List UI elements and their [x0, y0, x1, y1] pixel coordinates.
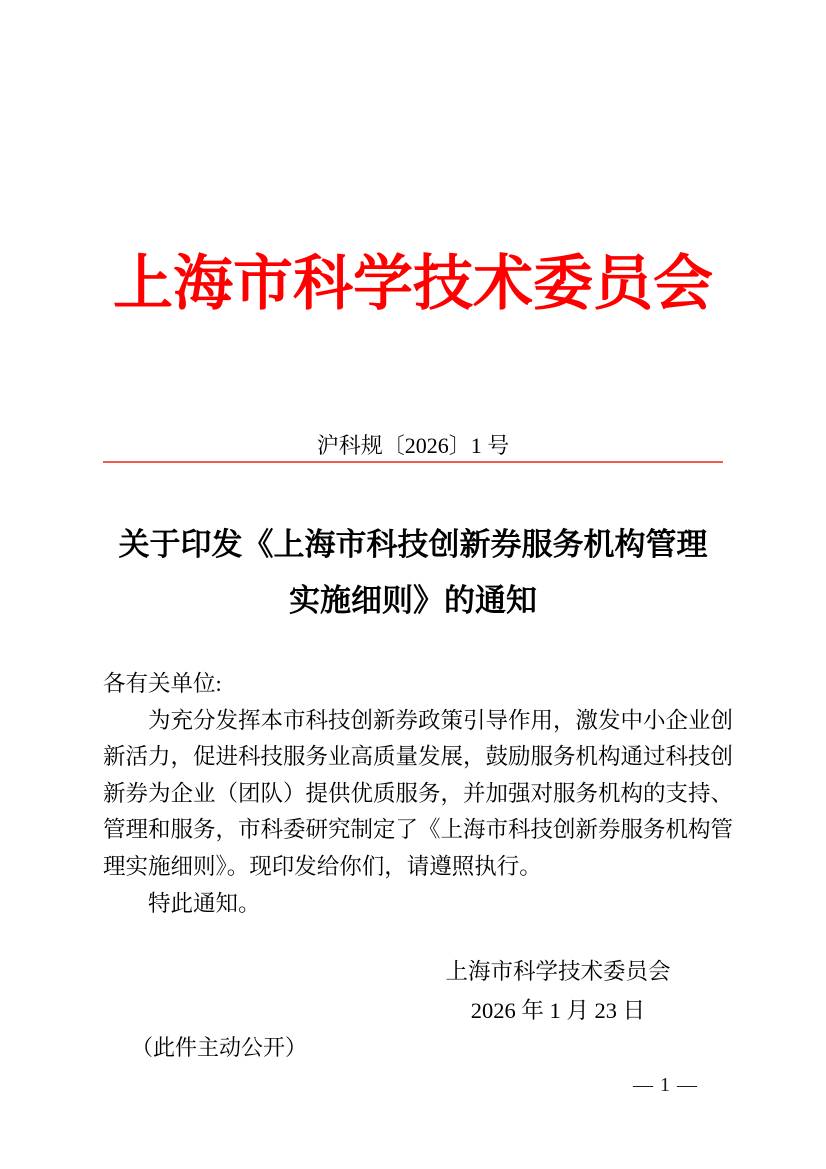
- page-number: — 1 —: [633, 1074, 698, 1096]
- signature-org: 上海市科学技术委员会: [445, 959, 671, 984]
- signature-date: 2026 年 1 月 23 日: [470, 998, 646, 1023]
- body-line: 新活力，促进科技服务业高质量发展，鼓励服务机构通过科技创: [103, 744, 734, 770]
- body-line: 为充分发挥本市科技创新券政策引导作用，激发中小企业创: [148, 707, 734, 733]
- body-line: 管理和服务，市科委研究制定了《上海市科技创新券服务机构管: [103, 817, 734, 843]
- body-line: 新券为企业（团队）提供优质服务，并加强对服务机构的支持、: [103, 780, 734, 806]
- document-title-line2: 实施细则》的通知: [289, 583, 537, 618]
- document-title: [0, 517, 826, 629]
- signature-block: [403, 952, 713, 1030]
- document-title-line1: 关于印发《上海市科技创新券服务机构管理: [118, 527, 708, 562]
- public-disclosure-note: （此件主动公开）: [131, 1035, 308, 1060]
- body-line: 理实施细则》。现印发给你们，请遵照执行。: [103, 853, 542, 879]
- issuing-org-masthead: 上海市科学技术委员会: [113, 251, 713, 317]
- document-body: [103, 666, 734, 922]
- document-reference-number: 沪科规〔2026〕1 号: [316, 433, 510, 458]
- closing-line: 特此通知。: [148, 890, 261, 916]
- red-divider-line: [103, 461, 723, 463]
- salutation: 各有关单位:: [103, 671, 222, 696]
